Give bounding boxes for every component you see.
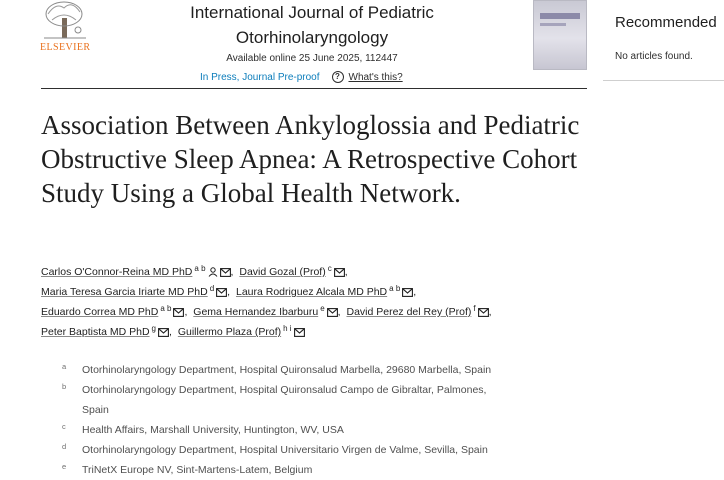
affiliation-superscript[interactable]: e	[320, 303, 325, 313]
affiliation-text: Otorhinolaryngology Department, Hospital Quironsalud Campo de Gibraltar, Palmones,	[82, 384, 487, 396]
affiliation-item	[62, 420, 592, 440]
available-online-date: Available online 25 June 2025, 112447	[226, 53, 398, 64]
author-entry[interactable]	[193, 303, 337, 318]
email-icon[interactable]	[478, 308, 489, 317]
author-line	[41, 262, 587, 282]
article-title: Association Between Ankyloglossia and Pediatric Obstructive Sleep Apnea: A Retrospective Cohort Study Using a Global Health Network.	[41, 110, 580, 208]
affiliation-superscript[interactable]: d	[209, 283, 215, 293]
author-list	[41, 262, 587, 342]
email-icon[interactable]	[334, 268, 345, 277]
affiliation-superscript[interactable]: f	[473, 303, 476, 313]
affiliation-superscript[interactable]: a b	[194, 263, 206, 273]
author-entry[interactable]	[41, 323, 169, 338]
affiliation-item	[62, 360, 592, 380]
whats-this-label: What's this?	[348, 71, 403, 83]
affiliation-label: b	[62, 382, 67, 391]
author-entry[interactable]	[346, 303, 488, 318]
affiliation-text: Otorhinolaryngology Department, Hospital Quironsalud Marbella, 29680 Marbella, Spain	[82, 364, 492, 376]
email-icon[interactable]	[402, 288, 413, 297]
author-separator: ,	[227, 286, 233, 298]
author-separator: ,	[337, 306, 344, 318]
affiliation-item	[62, 440, 592, 460]
affiliation-superscript[interactable]: c	[327, 263, 332, 273]
author-entry[interactable]	[235, 283, 413, 298]
author-name[interactable]: Peter Baptista MD PhD	[41, 326, 150, 338]
affiliation-label: e	[62, 462, 67, 471]
article-status-row	[200, 71, 403, 83]
affiliation-label: a	[62, 362, 67, 371]
elsevier-wordmark: ELSEVIER	[40, 42, 91, 53]
email-icon[interactable]	[216, 288, 227, 297]
affiliation-item	[62, 460, 592, 480]
affiliation-text: Health Affairs, Marshall University, Huntington, WV, USA	[82, 424, 344, 436]
email-icon[interactable]	[327, 308, 338, 317]
author-line	[41, 302, 587, 322]
email-icon[interactable]	[220, 268, 231, 277]
author-name[interactable]: David Perez del Rey (Prof)	[346, 306, 472, 318]
in-press-link[interactable]: In Press, Journal Pre-proof	[200, 71, 320, 83]
author-separator: ,	[488, 306, 492, 318]
author-entry[interactable]	[41, 303, 184, 318]
affiliation-superscript[interactable]: a b	[160, 303, 172, 313]
recommended-sidebar	[603, 0, 724, 81]
elsevier-logo[interactable]	[40, 0, 90, 58]
author-separator: ,	[184, 306, 191, 318]
affiliation-text: Otorhinolaryngology Department, Hospital Universitario Virgen de Valme, Sevilla, Spain	[82, 444, 488, 456]
header-divider	[41, 88, 587, 89]
affiliation-list	[62, 360, 592, 480]
author-separator: ,	[230, 266, 237, 278]
author-name[interactable]: Maria Teresa Garcia Iriarte MD PhD	[41, 286, 208, 298]
elsevier-tree-icon	[42, 0, 88, 40]
cover-title-bar	[540, 13, 580, 19]
journal-title[interactable]: International Journal of Pediatric Otorhinolaryngology	[190, 3, 434, 47]
affiliation-item	[62, 380, 592, 420]
email-icon[interactable]	[294, 328, 305, 337]
affiliation-label: c	[62, 422, 66, 431]
author-entry[interactable]	[177, 323, 305, 338]
affiliation-superscript[interactable]: a b	[389, 283, 401, 293]
author-separator: ,	[169, 326, 175, 338]
affiliation-text: Spain	[82, 404, 109, 416]
no-articles-message: No articles found.	[615, 51, 693, 62]
author-separator: ,	[344, 266, 348, 278]
person-icon	[208, 267, 218, 277]
author-name[interactable]: Eduardo Correa MD PhD	[41, 306, 159, 318]
author-separator: ,	[413, 286, 417, 298]
cover-subtitle-bar	[540, 23, 566, 26]
affiliation-superscript[interactable]: g	[151, 323, 156, 333]
email-icon[interactable]	[173, 308, 184, 317]
author-entry[interactable]	[41, 263, 231, 278]
author-line	[41, 322, 587, 342]
author-name[interactable]: Laura Rodriguez Alcala MD PhD	[235, 286, 388, 298]
author-entry[interactable]	[239, 263, 344, 278]
author-name[interactable]: Gema Hernandez Ibarburu	[193, 306, 319, 318]
affiliation-superscript[interactable]: h i	[283, 323, 292, 333]
affiliation-text: TriNetX Europe NV, Sint-Martens-Latem, Belgium	[82, 464, 313, 476]
author-name[interactable]: Carlos O'Connor-Reina MD PhD	[41, 266, 193, 278]
author-name[interactable]: David Gozal (Prof)	[239, 266, 326, 278]
recommended-heading: Recommended	[615, 14, 717, 31]
affiliation-label: d	[62, 442, 67, 451]
question-circle-icon: ?	[332, 71, 344, 83]
email-icon[interactable]	[158, 328, 169, 337]
author-entry[interactable]	[41, 283, 227, 298]
author-name[interactable]: Guillermo Plaza (Prof)	[177, 326, 282, 338]
author-line	[41, 282, 587, 302]
journal-cover-thumbnail[interactable]	[533, 0, 587, 70]
whats-this-button[interactable]	[332, 71, 403, 83]
